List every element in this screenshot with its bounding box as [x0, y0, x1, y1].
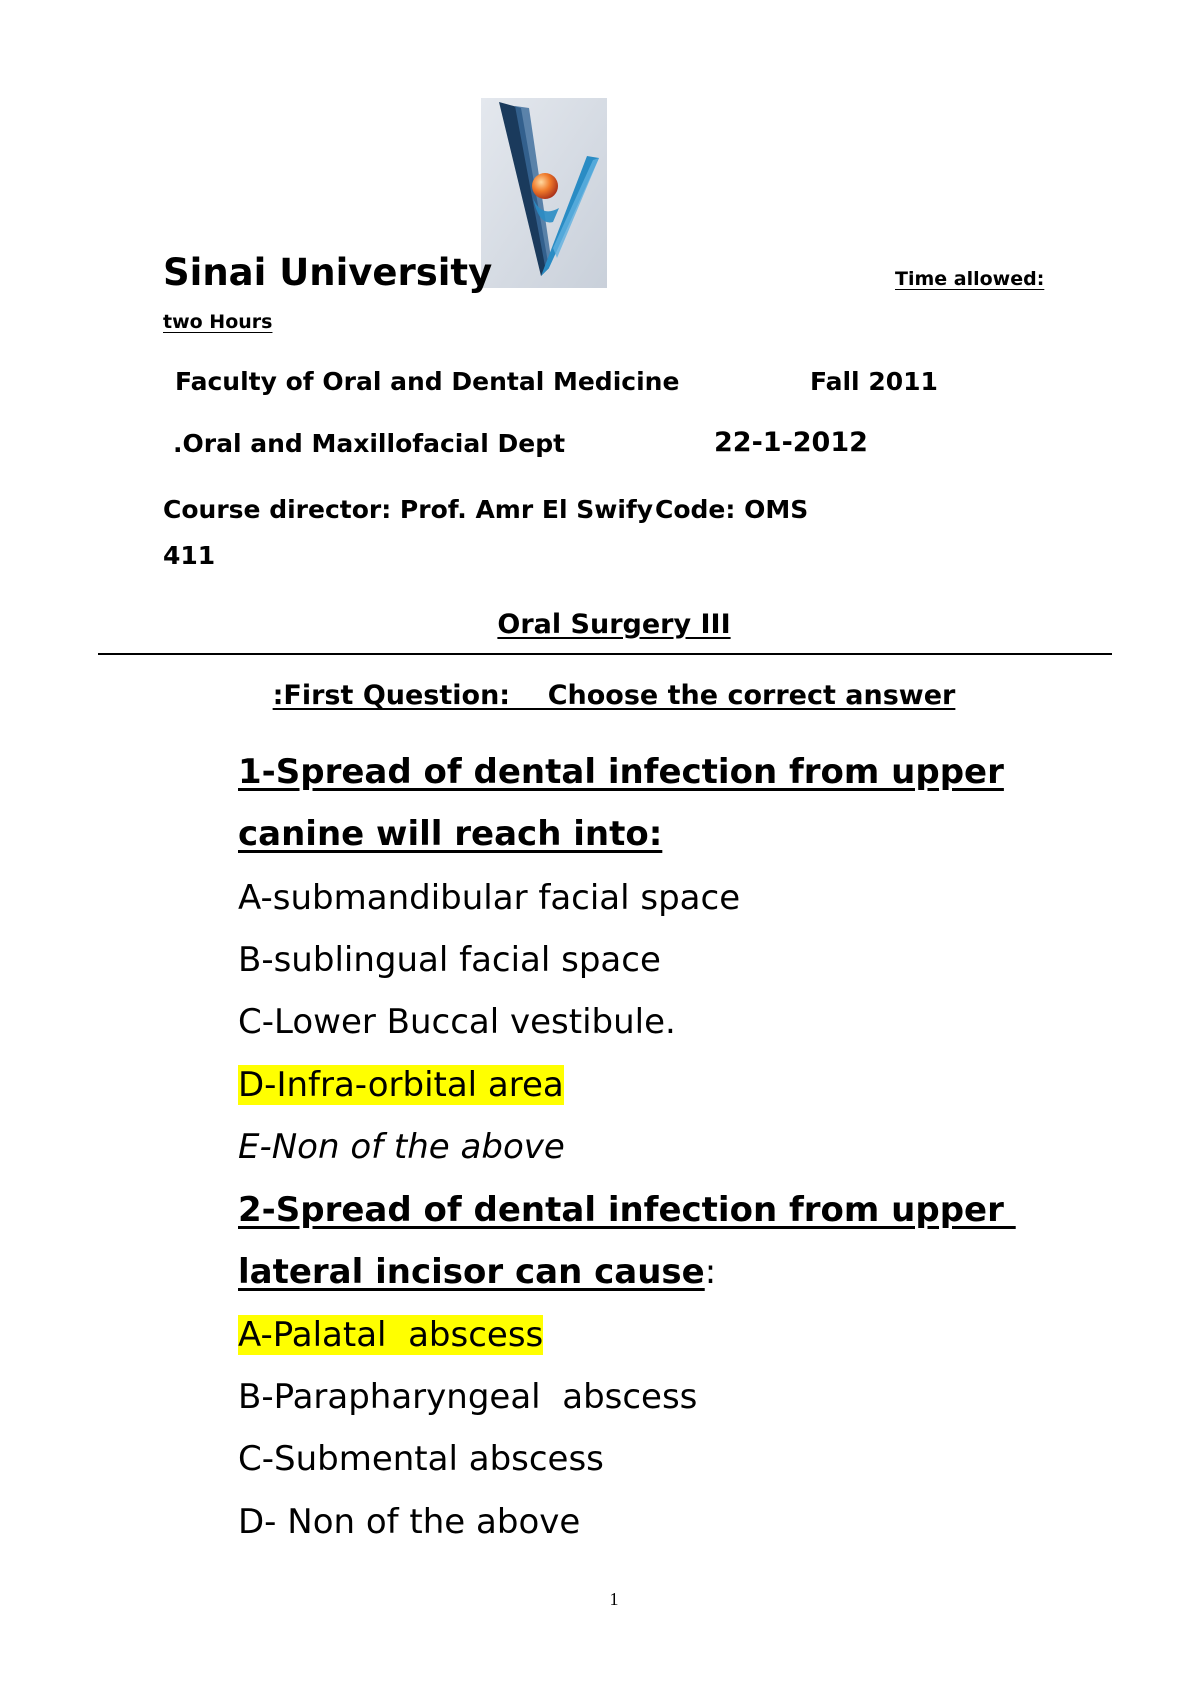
question-2-stem-text: lateral incisor can cause [238, 1252, 705, 1292]
term: Fall 2011 [810, 367, 938, 396]
time-allowed-value: two Hours [163, 311, 273, 333]
question-1-option-e: E-Non of the above [238, 1127, 565, 1167]
question-2-stem-suffix: : [704, 1252, 717, 1292]
university-logo [481, 98, 607, 288]
logo-graphic [481, 98, 607, 288]
section-title: :First Question: Choose the correct answer [272, 680, 956, 711]
question-1-option-b: B-sublingual facial space [238, 940, 661, 980]
faculty-name: Faculty of Oral and Dental Medicine [175, 367, 680, 396]
question-2-option-a-highlighted [238, 1313, 543, 1357]
header-divider [98, 653, 1112, 655]
course-code-label: Code: OMS [655, 495, 809, 524]
page-number: 1 [609, 1589, 619, 1609]
question-1-option-c: C-Lower Buccal vestibule. [238, 1002, 676, 1042]
question-1-stem-line-1: 1-Spread of dental infection from upper [238, 752, 1004, 792]
question-2-stem-line-2 [238, 1250, 716, 1294]
department-name: .Oral and Maxillofacial Dept [173, 429, 566, 458]
question-1-option-d-highlighted [238, 1063, 564, 1107]
course-director: Course director: Prof. Amr El Swify [163, 495, 654, 524]
question-2-option-d: D- Non of the above [238, 1502, 581, 1542]
exam-date: 22-1-2012 [714, 427, 868, 458]
course-code-number: 411 [163, 541, 216, 570]
question-2-option-b: B-Parapharyngeal abscess [238, 1377, 698, 1417]
question-2-stem-line-1: 2-Spread of dental infection from upper [238, 1190, 1016, 1230]
university-name: Sinai University [163, 251, 493, 294]
course-title: Oral Surgery III [497, 609, 731, 640]
question-1-stem-line-2: canine will reach into: [238, 814, 663, 854]
time-allowed-label: Time allowed: [895, 268, 1045, 290]
question-1-option-a: A-submandibular facial space [238, 878, 741, 918]
correct-answer-highlight: A-Palatal abscess [238, 1315, 544, 1355]
question-2-option-c: C-Submental abscess [238, 1439, 604, 1479]
correct-answer-highlight: D-Infra-orbital area [238, 1065, 564, 1105]
